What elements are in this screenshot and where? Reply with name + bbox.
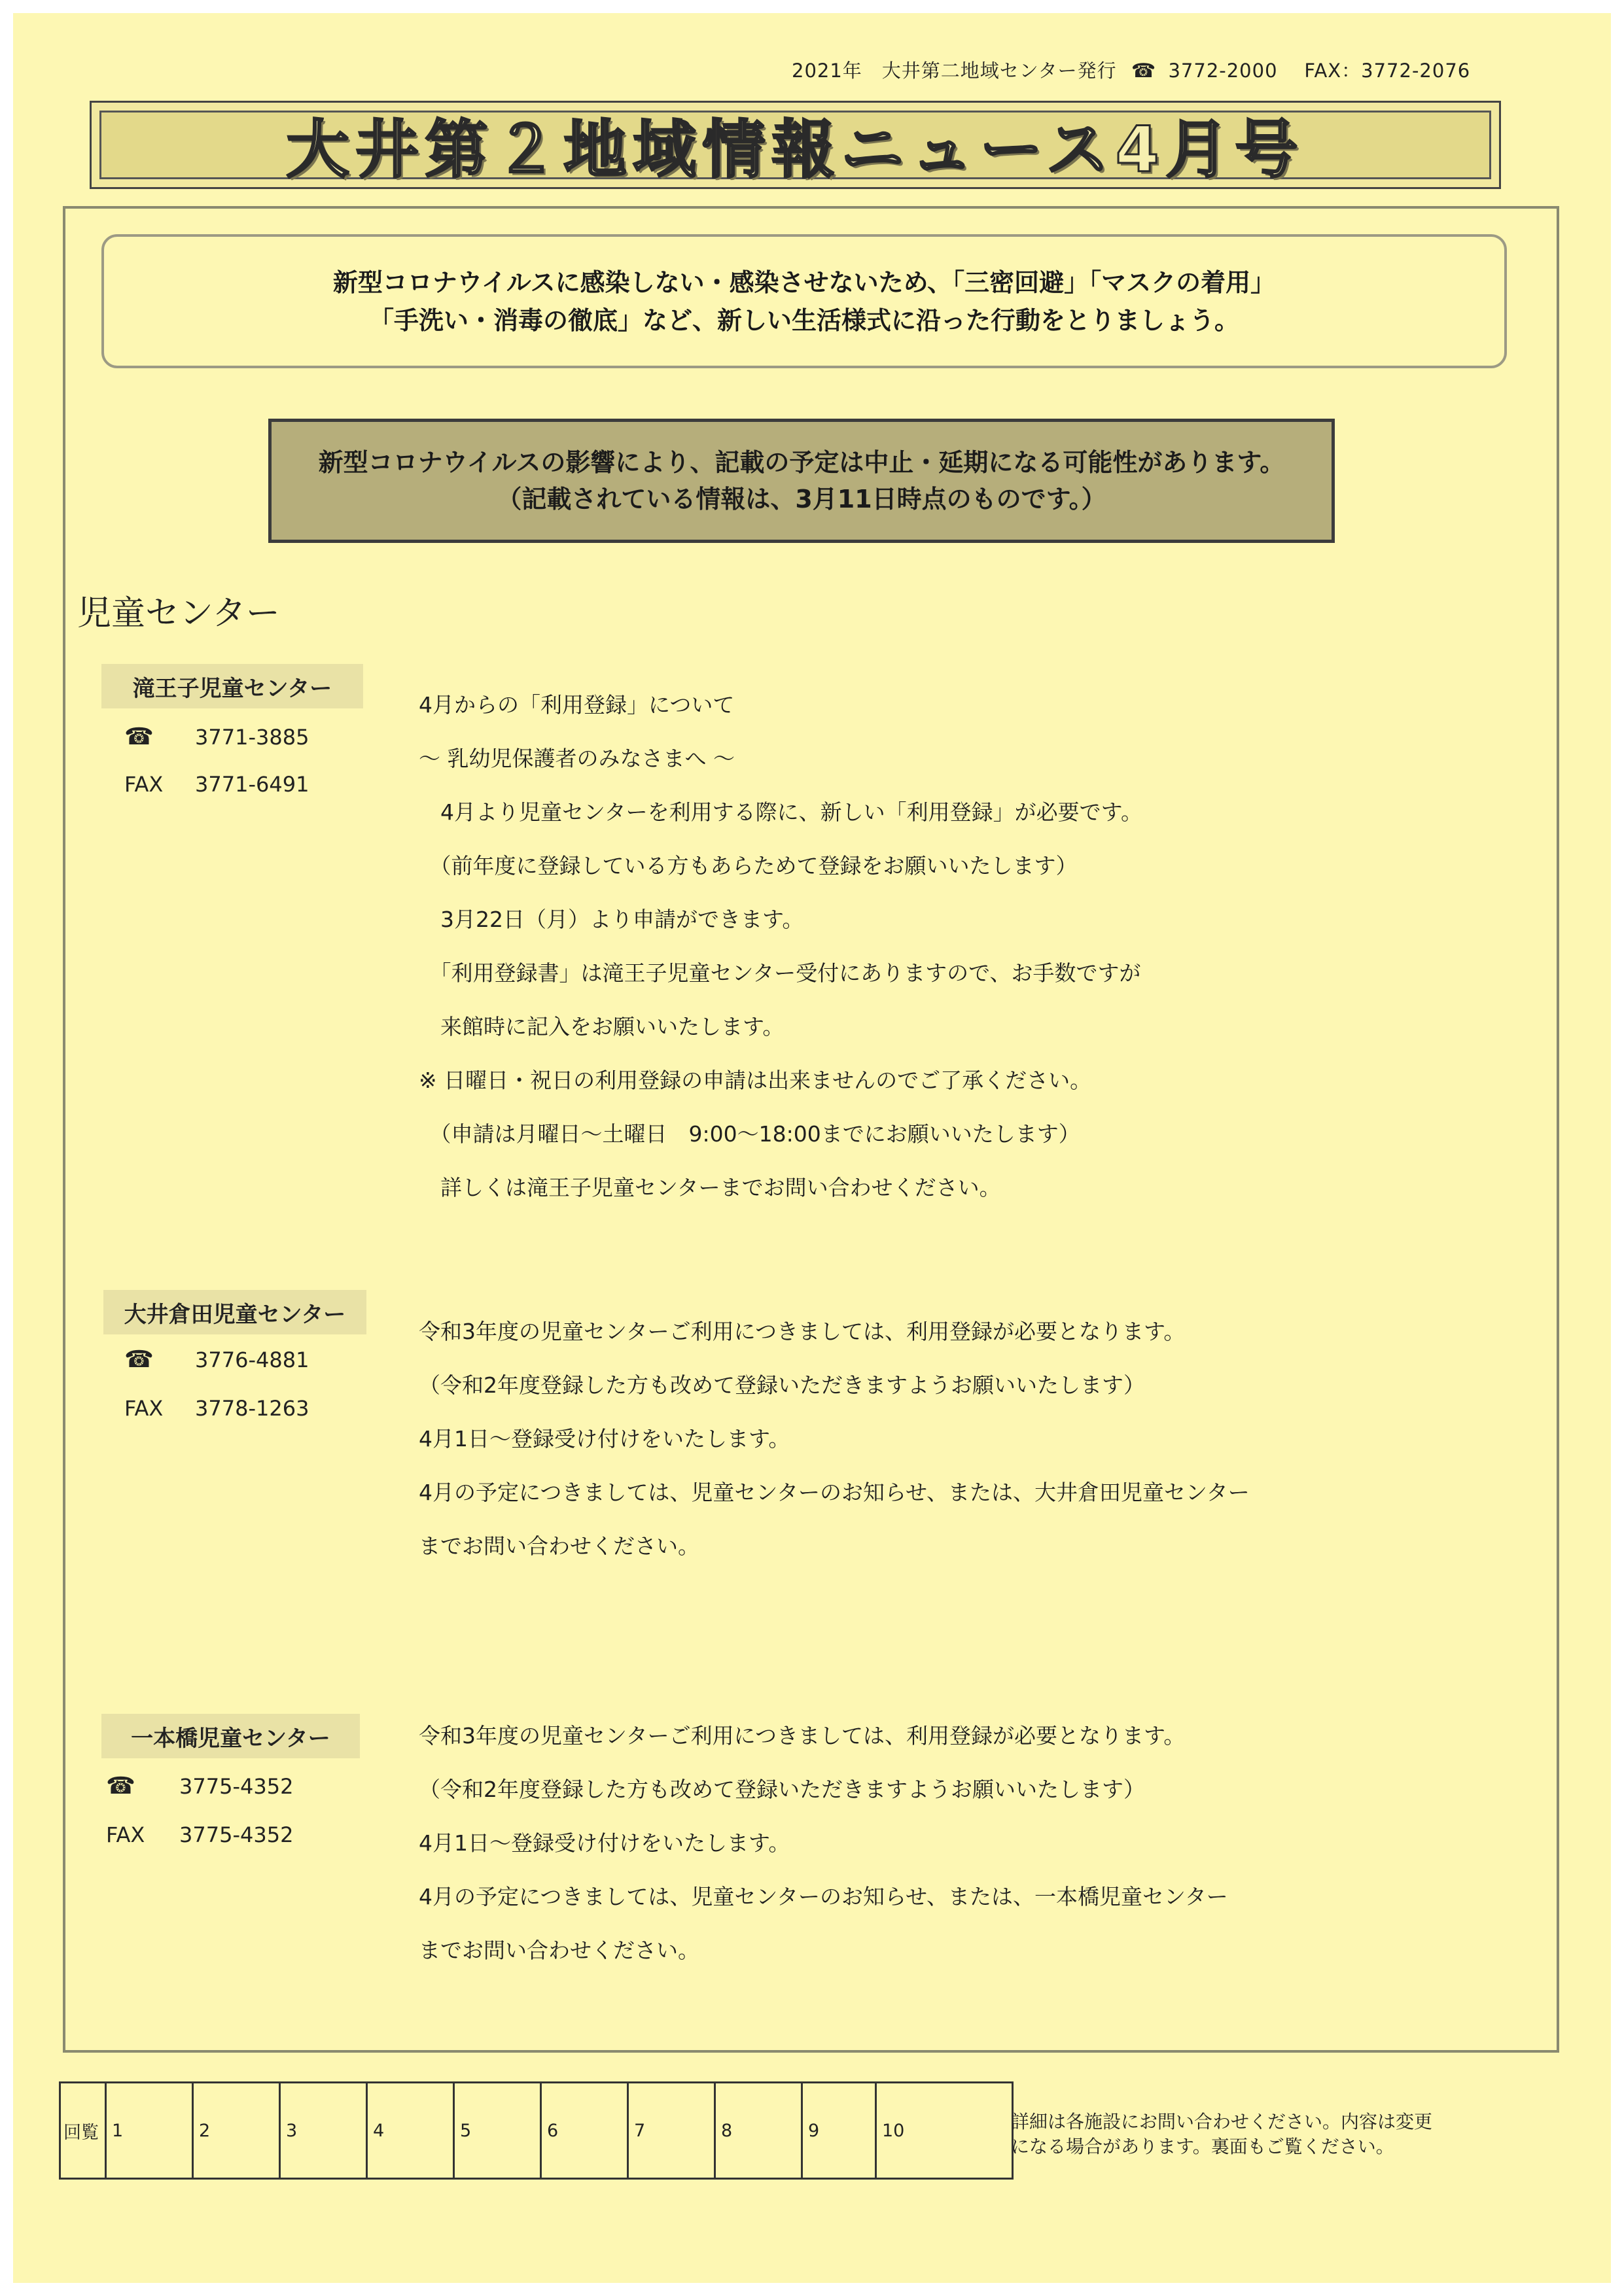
circulation-slot: 6 xyxy=(540,2081,627,2180)
facility-tel xyxy=(124,1346,309,1373)
section-heading: 児童センター xyxy=(77,594,280,633)
detail-line: 4月1日～登録受け付けをいたします。 xyxy=(419,1426,790,1452)
publisher-fax: FAX：3772-2076 xyxy=(1304,60,1471,82)
phone-icon: ☎ xyxy=(106,1773,135,1800)
fax-label: FAX xyxy=(124,1396,164,1421)
infection-notice-line: 新型コロナウイルスに感染しない・感染させないため、「三密回避」「マスクの着用」 xyxy=(332,268,1276,297)
tel-number: 3771-3885 xyxy=(195,725,309,750)
detail-line: （令和2年度登録した方も改めて登録いただきますようお願いいたします） xyxy=(419,1372,1145,1398)
detail-line: 4月より児童センターを利用する際に、新しい「利用登録」が必要です。 xyxy=(419,799,1143,825)
infection-notice xyxy=(101,234,1507,368)
facility-tel xyxy=(106,1773,293,1800)
tel-number: 3775-4352 xyxy=(179,1774,294,1799)
facility-details-ipponbashi xyxy=(419,1719,1228,1987)
detail-line: までお問い合わせください。 xyxy=(419,1533,699,1559)
tel-number: 3776-4881 xyxy=(195,1348,309,1372)
facility-details-takiouji xyxy=(419,688,1142,1225)
circulation-slot: 5 xyxy=(453,2081,540,2180)
detail-line: 4月1日～登録受け付けをいたします。 xyxy=(419,1830,790,1856)
detail-line: 4月の予定につきましては、児童センターのお知らせ、または、一本橋児童センター xyxy=(419,1884,1228,1909)
title-banner-inner xyxy=(99,111,1491,186)
circulation-label: 回覧 xyxy=(59,2081,105,2180)
fax-number: 3775-4352 xyxy=(179,1822,294,1847)
fax-label: FAX xyxy=(124,772,164,797)
detail-line: までお問い合わせください。 xyxy=(419,1938,699,1963)
detail-line: 来館時に記入をお願いいたします。 xyxy=(419,1014,785,1039)
phone-icon: ☎ xyxy=(1131,60,1157,82)
detail-line: 「利用登録書」は滝王子児童センター受付にありますので、お手数ですが xyxy=(419,960,1141,986)
issue-info: 2021年 大井第二地域センター発行 xyxy=(792,60,1117,82)
schedule-notice-line: （記載されている情報は、3月11日時点のものです。） xyxy=(497,485,1106,513)
phone-icon: ☎ xyxy=(124,723,154,750)
circulation-slot: 10 xyxy=(875,2081,1014,2180)
facility-name-takiouji: 滝王子児童センター xyxy=(101,664,363,708)
schedule-notice-line: 新型コロナウイルスの影響により、記載の予定は中止・延期になる可能性があります。 xyxy=(318,448,1285,477)
circulation-slot: 8 xyxy=(714,2081,801,2180)
facility-fax xyxy=(124,1396,309,1421)
detail-line: （前年度に登録している方もあらためて登録をお願いいたします） xyxy=(419,853,1078,878)
facility-fax xyxy=(124,772,309,797)
detail-line: ～ 乳幼児保護者のみなさまへ ～ xyxy=(419,746,735,771)
fax-number: 3771-6491 xyxy=(195,772,309,797)
circulation-slot: 2 xyxy=(192,2081,279,2180)
footer-note xyxy=(1011,2110,1534,2159)
circulation-slot: 7 xyxy=(627,2081,714,2180)
circulation-slot: 1 xyxy=(105,2081,192,2180)
infection-notice-line: 「手洗い・消毒の徹底」など、新しい生活様式に沿った行動をとりましょう。 xyxy=(368,305,1239,335)
footer-note-line: 詳細は各施設にお問い合わせください。内容は変更 xyxy=(1011,2111,1433,2132)
fax-number: 3778-1263 xyxy=(195,1396,309,1421)
circulation-slot: 4 xyxy=(366,2081,453,2180)
detail-line: 令和3年度の児童センターご利用につきましては、利用登録が必要となります。 xyxy=(419,1723,1186,1748)
footer-note-line: になる場合があります。裏面もご覧ください。 xyxy=(1011,2136,1394,2157)
detail-line: 3月22日（月）より申請ができます。 xyxy=(419,907,804,932)
facility-tel xyxy=(124,723,309,750)
detail-line: 詳しくは滝王子児童センターまでお問い合わせください。 xyxy=(419,1175,1001,1200)
detail-line: （令和2年度登録した方も改めて登録いただきますようお願いいたします） xyxy=(419,1777,1145,1802)
facility-name-ooikurata: 大井倉田児童センター xyxy=(103,1290,366,1334)
detail-line: 4月からの「利用登録」について xyxy=(419,692,735,718)
detail-line: （申請は月曜日～土曜日 9:00～18:00までにお願いいたします） xyxy=(419,1121,1080,1147)
circulation-slot: 3 xyxy=(279,2081,366,2180)
phone-icon: ☎ xyxy=(124,1346,154,1373)
circulation-slot: 9 xyxy=(801,2081,875,2180)
facility-name-ipponbashi: 一本橋児童センター xyxy=(101,1714,360,1758)
facility-fax xyxy=(106,1822,293,1847)
fax-label: FAX xyxy=(106,1822,145,1847)
page-title: 大井第２地域情報ニュース4月号 xyxy=(286,113,1305,186)
schedule-notice xyxy=(268,419,1335,543)
detail-line: ※ 日曜日・祝日の利用登録の申請は出来ませんのでご了承ください。 xyxy=(419,1068,1092,1093)
publisher-tel: 3772-2000 xyxy=(1168,60,1278,82)
title-banner xyxy=(90,101,1501,189)
publisher-info xyxy=(792,56,1472,83)
facility-details-ooikurata xyxy=(419,1315,1250,1583)
detail-line: 令和3年度の児童センターご利用につきましては、利用登録が必要となります。 xyxy=(419,1319,1186,1344)
detail-line: 4月の予定につきましては、児童センターのお知らせ、または、大井倉田児童センター xyxy=(419,1480,1250,1505)
